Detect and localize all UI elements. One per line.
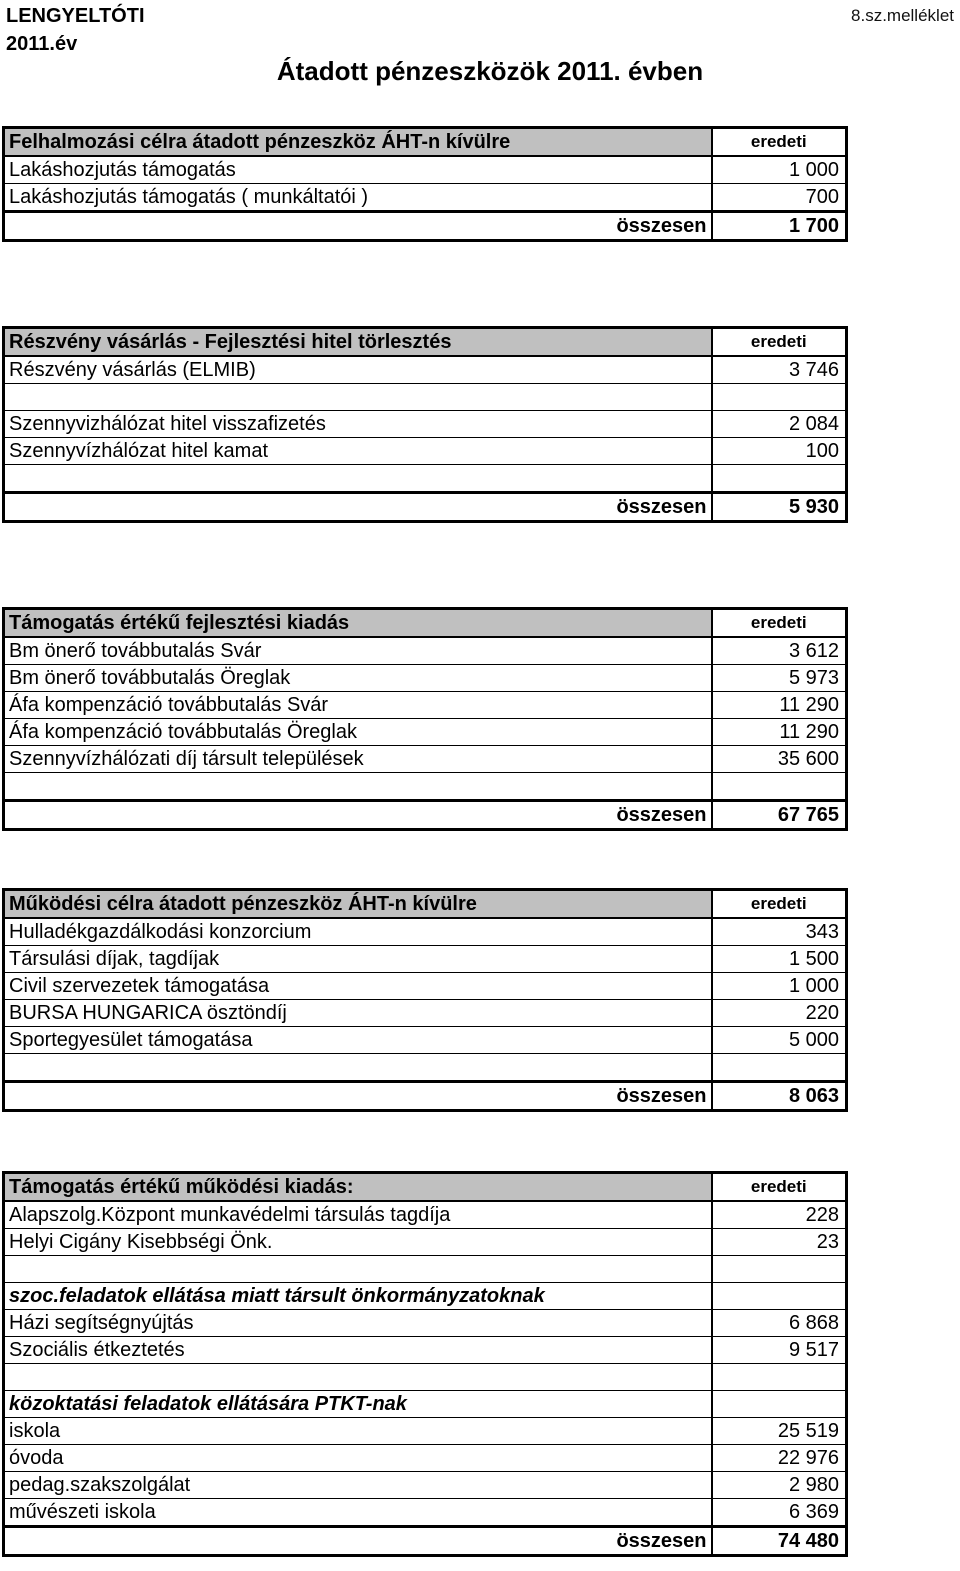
table-row <box>4 384 847 411</box>
table-row-label: Részvény vásárlás (ELMIB) <box>4 356 712 384</box>
total-row-value: 8 063 <box>712 1082 847 1111</box>
table-row-value: 228 <box>712 1201 847 1229</box>
table-row-label <box>4 465 712 493</box>
table-row-value: 11 290 <box>712 692 847 719</box>
table-row-label: Házi segítségnyújtás <box>4 1310 712 1337</box>
org-name: LENGYELTÓTI <box>6 5 145 27</box>
section-table <box>2 326 848 523</box>
table-row <box>4 1000 847 1027</box>
table-row <box>4 465 847 493</box>
table-row <box>4 1027 847 1054</box>
table-row <box>4 1364 847 1391</box>
section-table <box>2 1171 848 1557</box>
table-row-label: Bm önerő továbbutalás Öreglak <box>4 665 712 692</box>
table-row-value: 22 976 <box>712 1445 847 1472</box>
table-row <box>4 692 847 719</box>
section-header-value: eredeti <box>712 128 847 157</box>
table-row-value: 700 <box>712 184 847 212</box>
table-row-value: 1 000 <box>712 156 847 184</box>
table-row-value: 3 746 <box>712 356 847 384</box>
total-row-label: összesen <box>4 801 712 830</box>
table-row-label: iskola <box>4 1418 712 1445</box>
table-row <box>4 411 847 438</box>
section-header-value: eredeti <box>712 328 847 357</box>
section-table <box>2 607 848 831</box>
section-header-label: Működési célra átadott pénzeszköz ÁHT-n kívülre <box>4 890 712 919</box>
table-row-value: 1 500 <box>712 946 847 973</box>
table-row <box>4 1337 847 1364</box>
table-row-value <box>712 1054 847 1082</box>
table-row-label: Szennyvizhálózat hitel visszafizetés <box>4 411 712 438</box>
table-row <box>4 184 847 212</box>
table-row-label: szoc.feladatok ellátása miatt társult önkormányzatoknak <box>4 1283 712 1310</box>
total-row-value: 5 930 <box>712 493 847 522</box>
table-row-label: Áfa kompenzáció továbbutalás Svár <box>4 692 712 719</box>
table-row <box>4 1472 847 1499</box>
section-header <box>4 128 847 157</box>
total-row <box>4 212 847 241</box>
table-row-label: Sportegyesület támogatása <box>4 1027 712 1054</box>
table-row-label: Szennyvízhálózati díj társult települések <box>4 746 712 773</box>
table-row-value <box>712 384 847 411</box>
table-row-value: 2 084 <box>712 411 847 438</box>
table-row-value: 343 <box>712 918 847 946</box>
table-row <box>4 1499 847 1527</box>
table-row-label: Szennyvízhálózat hitel kamat <box>4 438 712 465</box>
section-header-label: Részvény vásárlás - Fejlesztési hitel törlesztés <box>4 328 712 357</box>
table-row <box>4 438 847 465</box>
table-row-label <box>4 1054 712 1082</box>
table-row-label: Társulási díjak, tagdíjak <box>4 946 712 973</box>
total-row-label: összesen <box>4 1082 712 1111</box>
table-row-label: Hulladékgazdálkodási konzorcium <box>4 918 712 946</box>
table-row-label <box>4 384 712 411</box>
table-row <box>4 973 847 1000</box>
table-row <box>4 156 847 184</box>
table-row-label: pedag.szakszolgálat <box>4 1472 712 1499</box>
table-row-value: 3 612 <box>712 637 847 665</box>
section-header-value: eredeti <box>712 609 847 638</box>
section-header-value: eredeti <box>712 1173 847 1202</box>
table-row <box>4 1229 847 1256</box>
table-row <box>4 1391 847 1418</box>
section-header-label: Támogatás értékű fejlesztési kiadás <box>4 609 712 638</box>
year-label: 2011.év <box>6 33 78 55</box>
total-row-value: 67 765 <box>712 801 847 830</box>
table-row-label: BURSA HUNGARICA ösztöndíj <box>4 1000 712 1027</box>
table-row-value <box>712 773 847 801</box>
table-row <box>4 1256 847 1283</box>
table-row-label: közoktatási feladatok ellátására PTKT-nak <box>4 1391 712 1418</box>
table-row <box>4 1054 847 1082</box>
section-header <box>4 328 847 357</box>
section-header <box>4 1173 847 1202</box>
table-row-value: 2 980 <box>712 1472 847 1499</box>
total-row-label: összesen <box>4 1527 712 1556</box>
section-header <box>4 890 847 919</box>
table-row-label: Lakáshozjutás támogatás ( munkáltatói ) <box>4 184 712 212</box>
table-row-value: 1 000 <box>712 973 847 1000</box>
table-row <box>4 1418 847 1445</box>
table-row-value: 23 <box>712 1229 847 1256</box>
table-row <box>4 1283 847 1310</box>
table-row <box>4 1310 847 1337</box>
table-row <box>4 1201 847 1229</box>
page-title: Átadott pénzeszközök 2011. évben <box>276 56 704 86</box>
table-row <box>4 637 847 665</box>
table-row-value <box>712 1364 847 1391</box>
table-row-value <box>712 1256 847 1283</box>
table-row <box>4 918 847 946</box>
section-header-value: eredeti <box>712 890 847 919</box>
table-row-value: 100 <box>712 438 847 465</box>
table-row-label: Bm önerő továbbutalás Svár <box>4 637 712 665</box>
table-row-value <box>712 465 847 493</box>
annex-label: 8.sz.melléklet <box>851 6 954 25</box>
total-row <box>4 493 847 522</box>
table-row <box>4 746 847 773</box>
section-header-label: Felhalmozási célra átadott pénzeszköz ÁHT-n kívülre <box>4 128 712 157</box>
table-row-label: Helyi Cigány Kisebbségi Önk. <box>4 1229 712 1256</box>
table-row <box>4 1445 847 1472</box>
table-row-value: 5 973 <box>712 665 847 692</box>
section-table <box>2 888 848 1112</box>
table-row-label: Civil szervezetek támogatása <box>4 973 712 1000</box>
section-table <box>2 126 848 242</box>
table-row-label: Szociális étkeztetés <box>4 1337 712 1364</box>
table-row-label <box>4 773 712 801</box>
table-row-label: Alapszolg.Központ munkavédelmi társulás tagdíja <box>4 1201 712 1229</box>
table-row-value: 11 290 <box>712 719 847 746</box>
total-row <box>4 1082 847 1111</box>
table-row-label: óvoda <box>4 1445 712 1472</box>
section-header-label: Támogatás értékű működési kiadás: <box>4 1173 712 1202</box>
table-row <box>4 773 847 801</box>
table-row <box>4 665 847 692</box>
table-row-label: Áfa kompenzáció továbbutalás Öreglak <box>4 719 712 746</box>
table-row-value <box>712 1391 847 1418</box>
table-row-label <box>4 1364 712 1391</box>
total-row-label: összesen <box>4 493 712 522</box>
table-row-value <box>712 1283 847 1310</box>
table-row-value: 6 868 <box>712 1310 847 1337</box>
total-row-label: összesen <box>4 212 712 241</box>
table-row-value: 35 600 <box>712 746 847 773</box>
table-row-value: 5 000 <box>712 1027 847 1054</box>
table-row-value: 25 519 <box>712 1418 847 1445</box>
table-row <box>4 356 847 384</box>
table-row-value: 9 517 <box>712 1337 847 1364</box>
table-row <box>4 946 847 973</box>
table-row-value: 6 369 <box>712 1499 847 1527</box>
table-row-label <box>4 1256 712 1283</box>
total-row-value: 74 480 <box>712 1527 847 1556</box>
table-row <box>4 719 847 746</box>
section-header <box>4 609 847 638</box>
total-row <box>4 801 847 830</box>
total-row-value: 1 700 <box>712 212 847 241</box>
table-row-value: 220 <box>712 1000 847 1027</box>
total-row <box>4 1527 847 1556</box>
table-row-label: Lakáshozjutás támogatás <box>4 156 712 184</box>
table-row-label: művészeti iskola <box>4 1499 712 1527</box>
